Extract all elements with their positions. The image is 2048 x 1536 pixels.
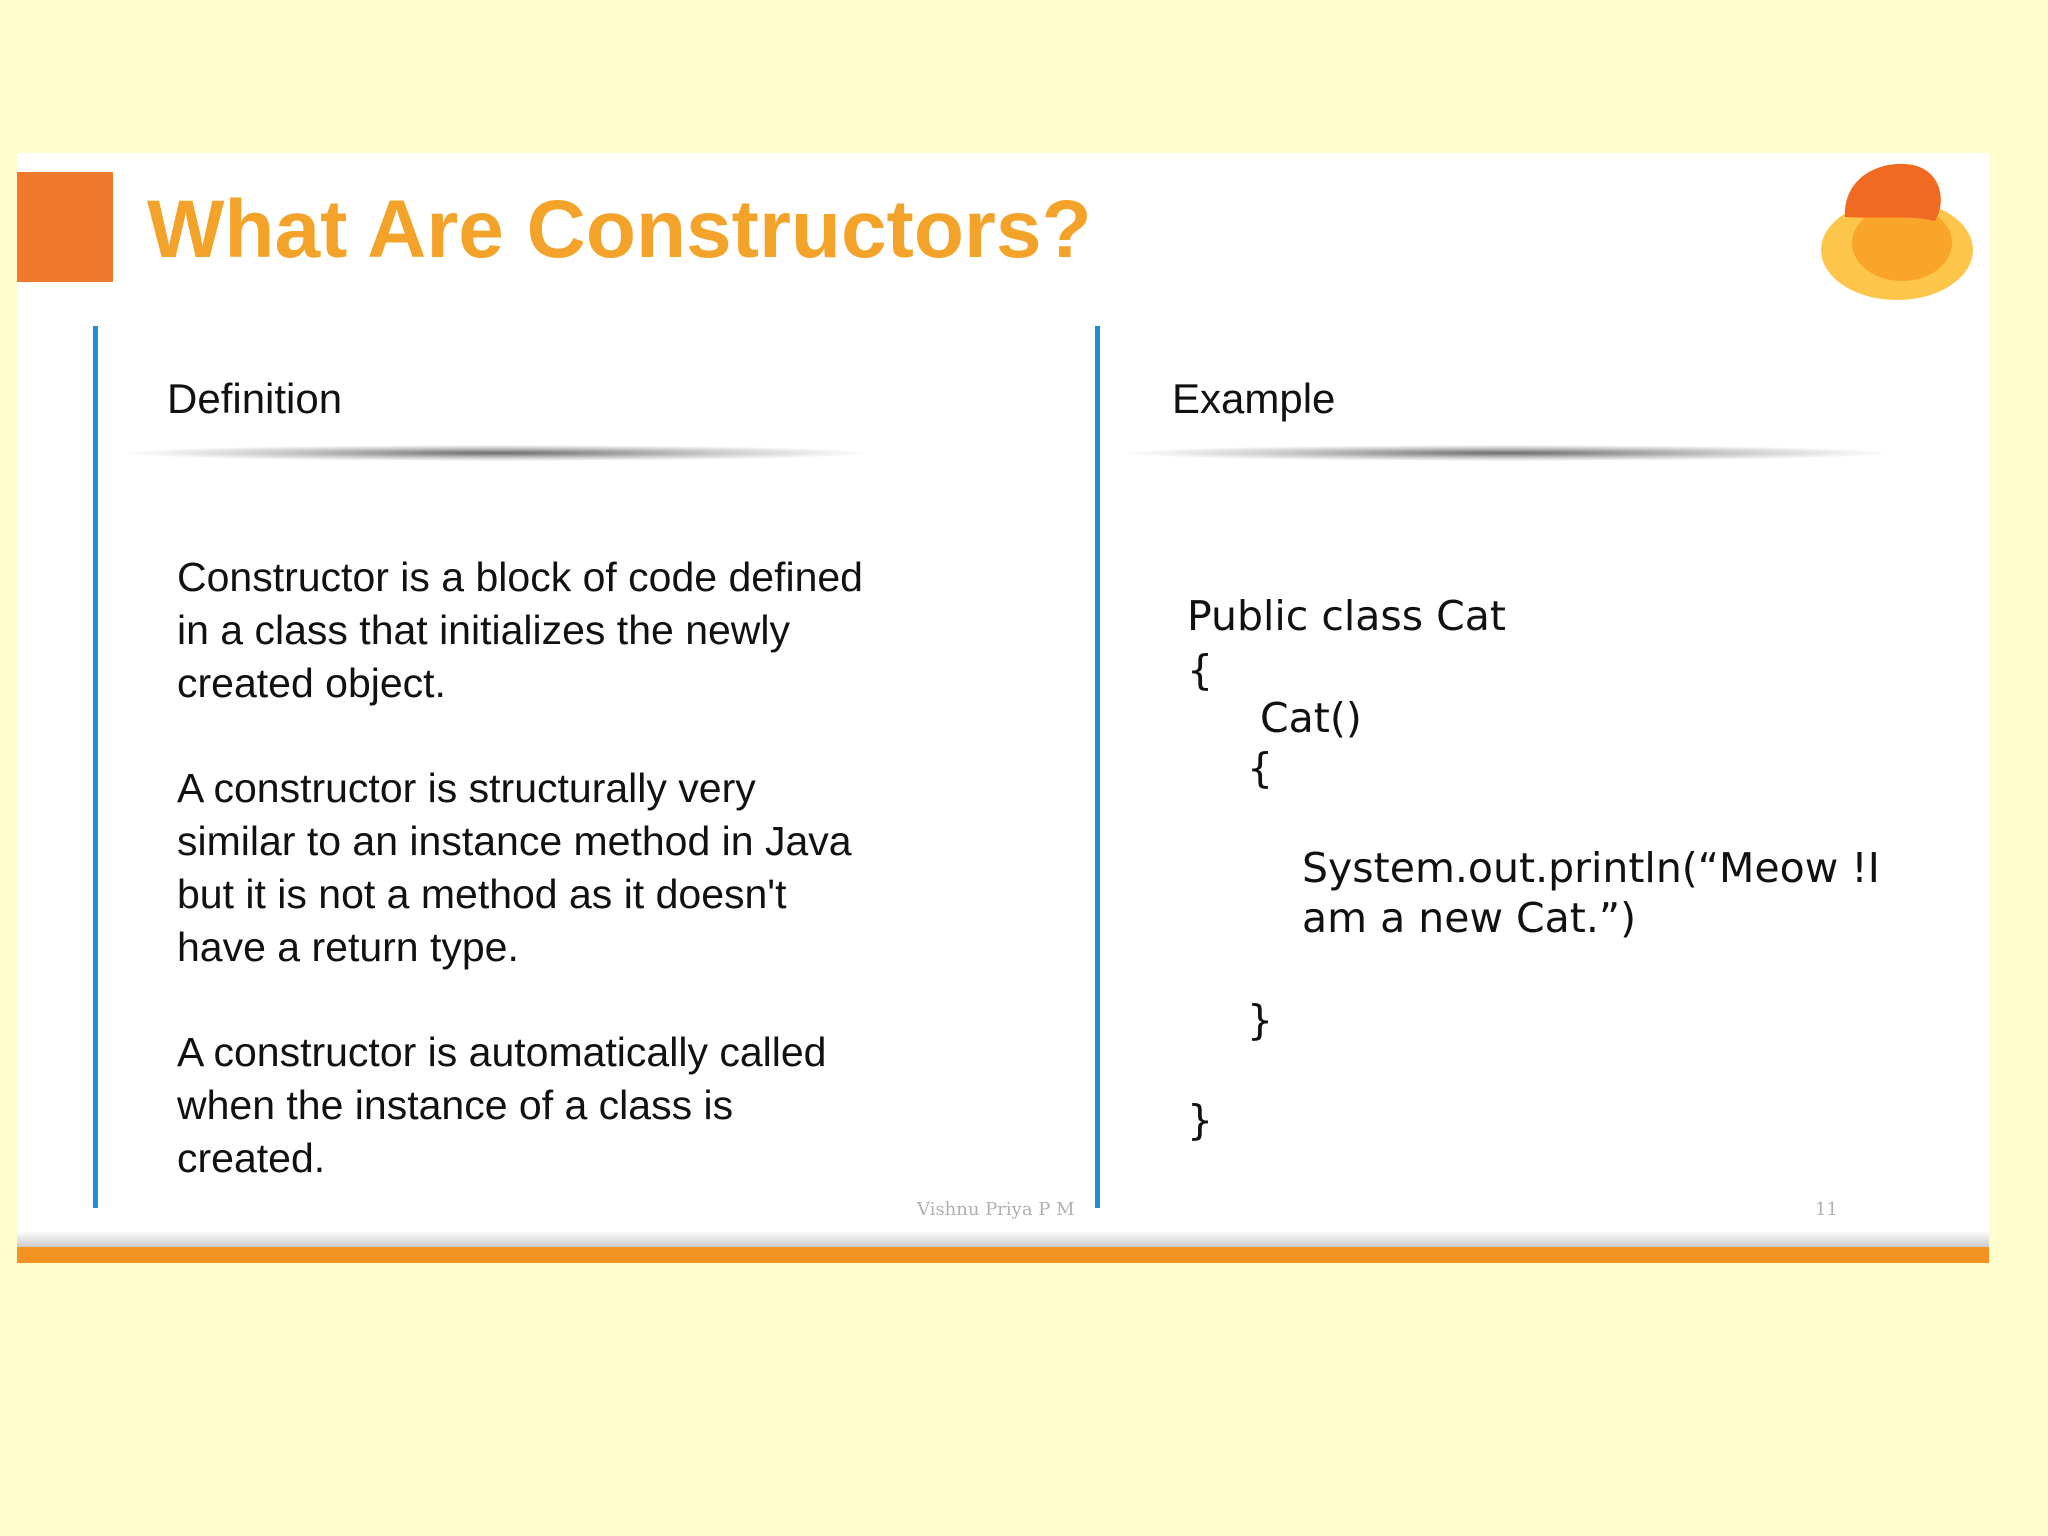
example-code <box>1172 153 1972 1263</box>
middle-divider <box>1095 326 1100 1208</box>
bottom-shadow <box>17 1231 1989 1247</box>
definition-paragraph: A constructor is structurally very similar to an instance method in Java but it is not a method as it doesn't have a return type. <box>177 765 852 970</box>
bottom-accent-bar <box>17 1247 1989 1263</box>
slide-title: What Are Constructors? <box>147 184 1092 275</box>
definition-heading-underline <box>127 445 867 461</box>
example-heading: Example <box>1172 375 1336 422</box>
code-line: } <box>1187 1096 1214 1144</box>
slide <box>17 153 1989 1263</box>
definition-text <box>177 551 1057 1237</box>
definition-paragraph: A constructor is automatically called when the instance of a class is created. <box>177 1029 827 1181</box>
code-line: System.out.println(“Meow !I <box>1302 844 1880 892</box>
code-line: Cat() <box>1260 694 1362 742</box>
code-line: Public class Cat <box>1187 592 1507 640</box>
code-line: { <box>1187 646 1214 694</box>
page-number: 11 <box>1815 1199 1838 1220</box>
code-line: am a new Cat.”) <box>1302 894 1637 942</box>
title-accent-block <box>17 172 113 282</box>
code-line: { <box>1247 744 1274 792</box>
footer-author: Vishnu Priya P M <box>917 1199 1075 1220</box>
definition-paragraph: Constructor is a block of code defined in a class that initializes the newly created object. <box>177 554 863 706</box>
definition-heading: Definition <box>167 375 343 422</box>
left-divider <box>93 326 98 1208</box>
code-line: } <box>1247 996 1274 1044</box>
